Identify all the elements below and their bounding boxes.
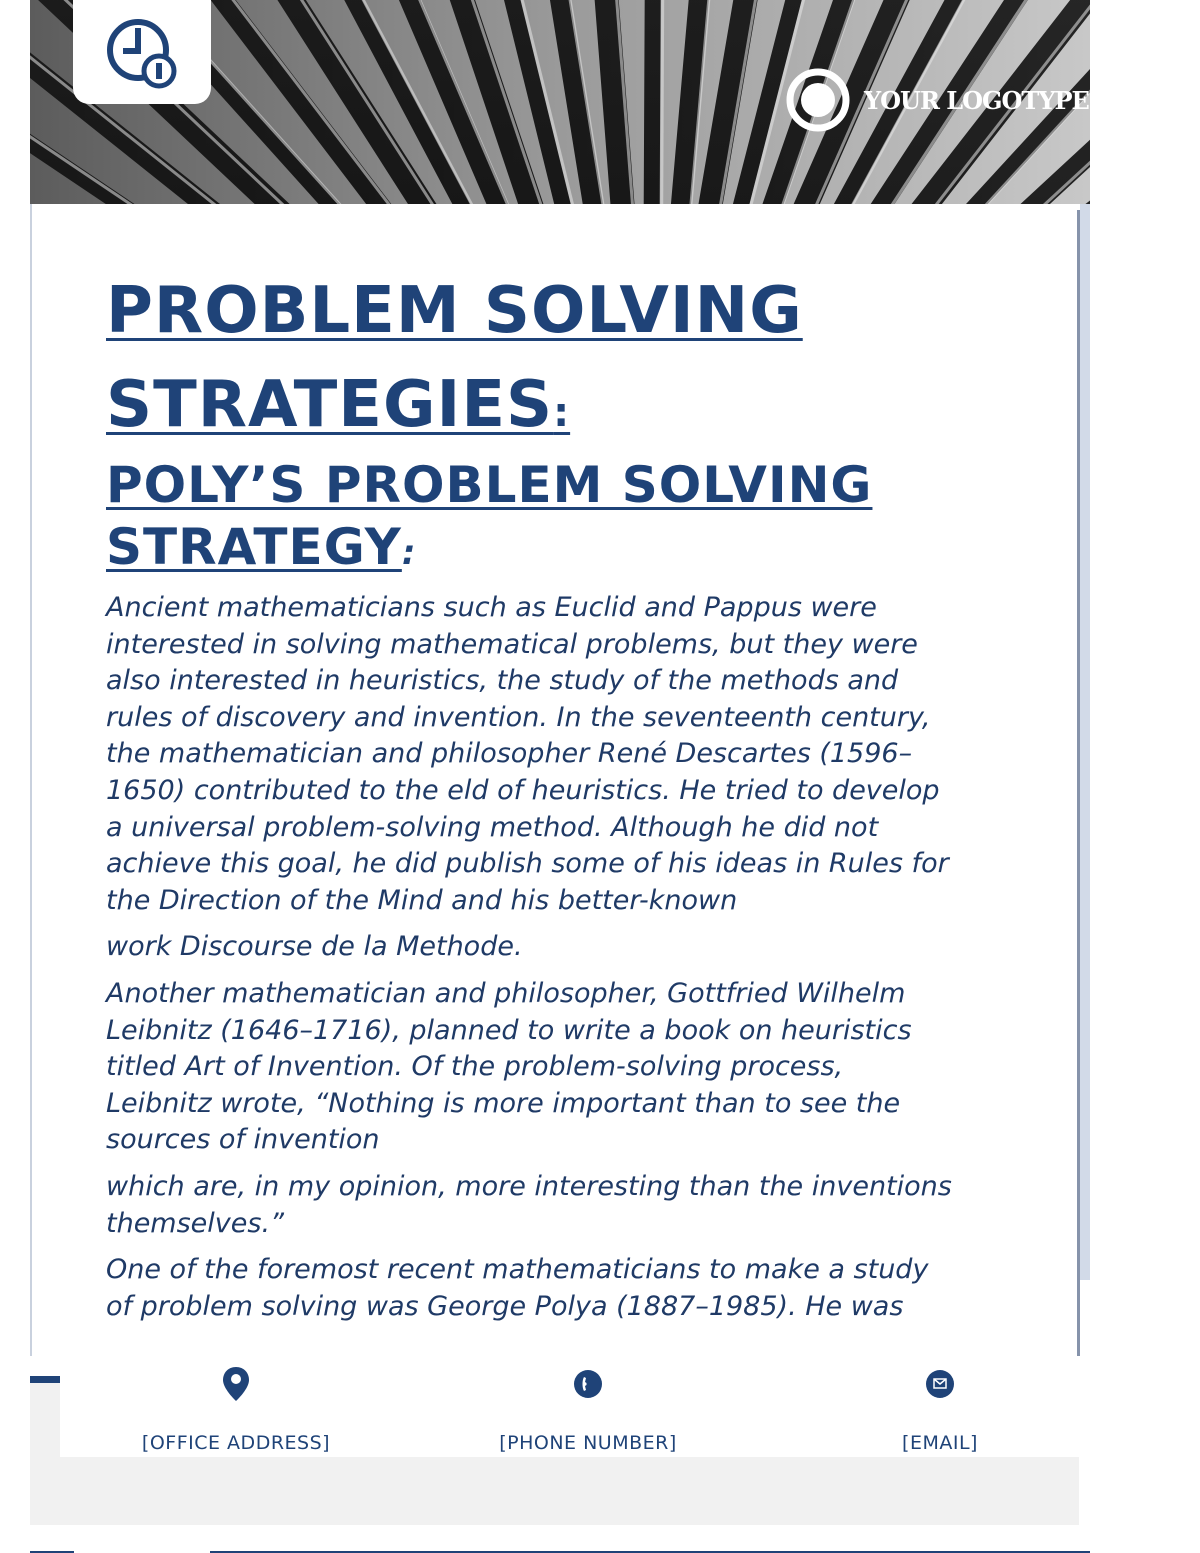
text-line: titled Art of Invention. Of the problem-solving process, [106,1051,844,1083]
text-line: rules of discovery and invention. In the seventeenth century, [106,701,931,733]
contact-phone-number [438,1364,738,1454]
text-line: interested in solving mathematical problems, but they were [106,628,918,660]
contact-label: [EMAIL] [902,1432,978,1454]
subtitle-colon: : [401,533,417,573]
paragraph [106,976,1096,1159]
clock-icon [105,15,179,89]
paragraph [106,1252,1096,1325]
text-line: also interested in heuristics, the study of the methods and [106,665,899,697]
text-line: which are, in my opinion, more interesting than the inventions [106,1170,952,1202]
text-line: themselves.” [106,1207,285,1239]
banner-stripe [651,0,656,204]
page-subtitle-text: POLY’S PROBLEM SOLVING STRATEGY [106,456,873,576]
text-line: of problem solving was George Polya (1887–1985). He was [106,1290,904,1322]
logo-ring-icon [786,68,850,132]
footer-accent-bar [30,1376,60,1383]
contact-label: [OFFICE ADDRESS] [141,1432,331,1454]
paragraph [106,929,1096,966]
footer-band [30,1457,1079,1525]
paragraph [106,590,1096,919]
body-text [106,590,1096,1335]
logo-text: YOUR LOGOTYPE [864,85,1089,115]
page-title-text: PROBLEM SOLVING STRATEGIES [106,274,803,442]
location-pin-icon [86,1364,386,1404]
page-subtitle [106,454,1006,584]
text-line: Another mathematician and philosopher, Gottfried Wilhelm [106,977,906,1009]
contact-email [790,1364,1090,1454]
title-colon: : [553,390,571,436]
text-line: 1650) contributed to the eld of heuristics. He tried to develop [106,774,940,806]
page-title [106,264,1006,460]
text-line: a universal problem-solving method. Although he did not [106,811,879,843]
text-line: Leibnitz (1646–1716), planned to write a book on heuristics [106,1014,912,1046]
text-line: achieve this goal, he did publish some of his ideas in Rules for [106,848,949,880]
paragraph [106,1169,1096,1242]
text-line: Leibnitz wrote, “Nothing is more important than to see the [106,1087,901,1119]
email-icon [790,1364,1090,1404]
text-line: work Discourse de la Methode. [106,931,523,963]
text-line: the Direction of the Mind and his better-known [106,884,738,916]
contact-office-address [86,1364,386,1454]
text-line: Ancient mathematicians such as Euclid and Pappus were [106,592,877,623]
phone-icon [438,1364,738,1404]
company-logo [786,68,1089,132]
text-line: One of the foremost recent mathematicians to make a study [106,1254,929,1286]
clock-badge [73,0,211,104]
text-line: the mathematician and philosopher René Descartes (1596– [106,738,913,770]
contact-label: [PHONE NUMBER] [499,1432,677,1454]
text-line: sources of invention [106,1124,380,1156]
